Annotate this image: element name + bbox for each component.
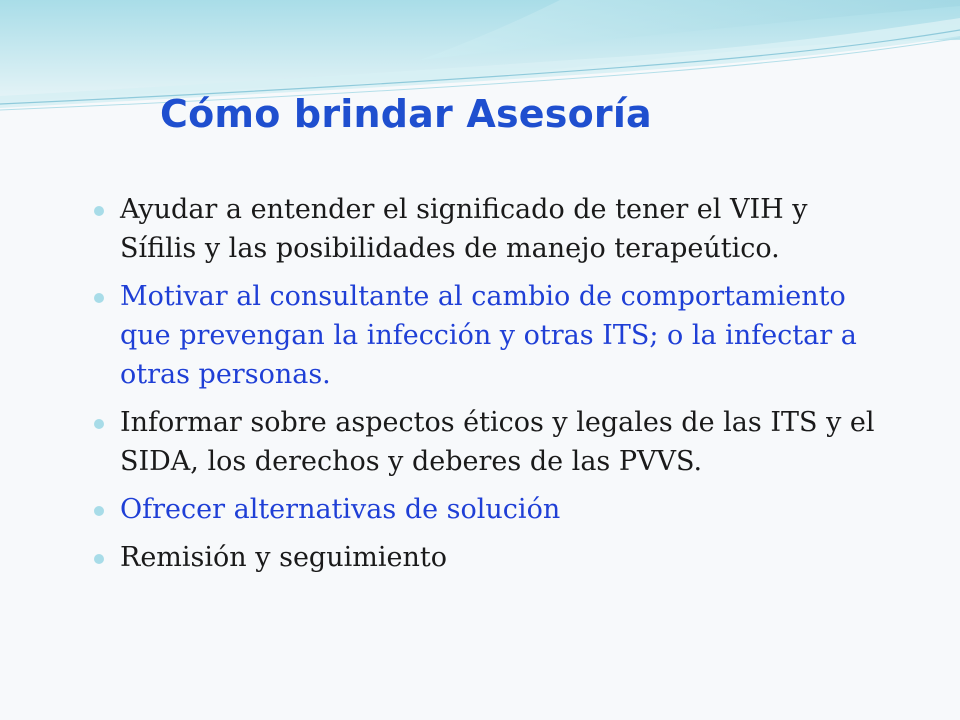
list-item: [90, 403, 890, 481]
bullet-marker-icon: [94, 419, 104, 429]
bullet-text: Ayudar a entender el significado de tener el VIH y Sífilis y las posibilidades de manejo terapeútico.: [120, 194, 808, 264]
list-item: [90, 277, 890, 394]
bullet-marker-icon: [94, 554, 104, 564]
bullet-text: Motivar al consultante al cambio de comportamiento que prevengan la infección y otras ITS; o la infectar a otras personas.: [120, 281, 857, 390]
bullet-list: [90, 190, 890, 586]
bullet-text: Informar sobre aspectos éticos y legales de las ITS y el SIDA, los derechos y deberes de las PVVS.: [120, 407, 875, 477]
bullet-marker-icon: [94, 206, 104, 216]
bullet-text: Remisión y seguimiento: [120, 542, 447, 573]
slide-title: Cómo brindar Asesoría: [160, 92, 652, 136]
list-item: [90, 490, 890, 529]
bullet-marker-icon: [94, 506, 104, 516]
list-item: [90, 538, 890, 577]
list-item: [90, 190, 890, 268]
bullet-marker-icon: [94, 293, 104, 303]
bullet-text: Ofrecer alternativas de solución: [120, 494, 561, 525]
